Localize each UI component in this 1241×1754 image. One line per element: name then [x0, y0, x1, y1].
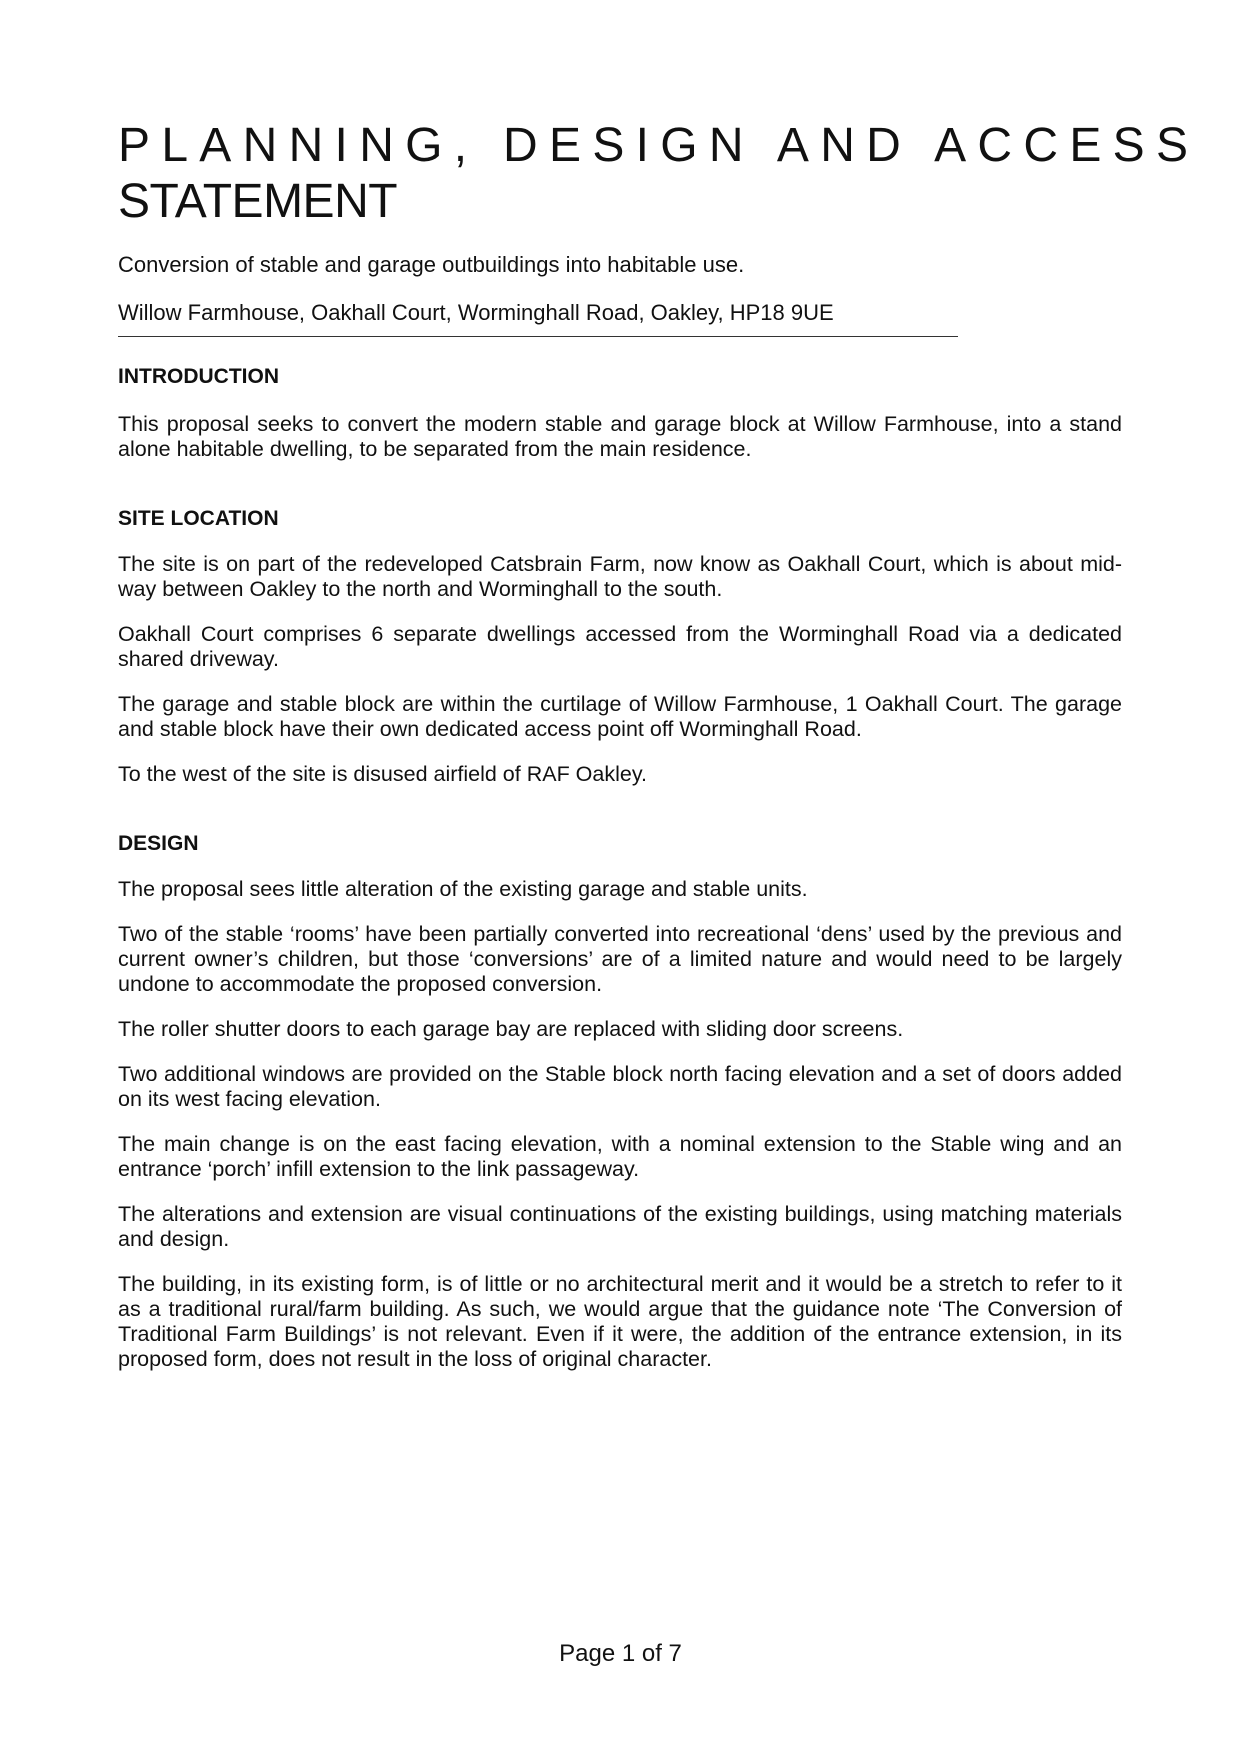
divider-rule [118, 336, 958, 337]
paragraph: The roller shutter doors to each garage bay are replaced with sliding door screens. [118, 1017, 904, 1041]
document-page [118, 118, 1200, 1372]
section-heading-site-location: SITE LOCATION [118, 507, 279, 530]
document-subtitle: Conversion of stable and garage outbuildings into habitable use. [118, 252, 745, 277]
paragraph: This proposal seeks to convert the modern stable and garage block at Willow Farmhouse, into a stand alone habitable dwelling, to be separated from the main residence. [118, 412, 1122, 461]
paragraph: The alterations and extension are visual continuations of the existing buildings, using matching materials and design. [118, 1202, 1122, 1251]
document-title [118, 118, 1200, 230]
title-line-2: STATEMENT [118, 175, 398, 228]
section-heading-introduction: INTRODUCTION [118, 365, 279, 388]
paragraph: The site is on part of the redeveloped Catsbrain Farm, now know as Oakhall Court, which is about mid-way between Oakley to the north and Worminghall to the south. [118, 552, 1122, 601]
section-heading-design: DESIGN [118, 832, 199, 855]
paragraph: The garage and stable block are within the curtilage of Willow Farmhouse, 1 Oakhall Court. The garage and stable block have their own dedicated access point off Worminghall Road. [118, 692, 1122, 741]
paragraph: The proposal sees little alteration of the existing garage and stable units. [118, 877, 808, 901]
paragraph: Two of the stable ‘rooms’ have been partially converted into recreational ‘dens’ used by the previous and current owner’s children, but those ‘conversions’ are of a limited nature and would need to be largely undone to accommodate the proposed conversion. [118, 922, 1122, 996]
paragraph: The building, in its existing form, is of little or no architectural merit and it would be a stretch to refer to it as a traditional rural/farm building. As such, we would argue that the guidance note ‘The Conversion of Traditional Farm Buildings’ is not relevant. Even if it were, the addition of the entrance extension, in its proposed form, does not result in the loss of original character. [118, 1272, 1122, 1371]
paragraph: Two additional windows are provided on the Stable block north facing elevation and a set of doors added on its west facing elevation. [118, 1062, 1122, 1111]
page-number: Page 1 of 7 [559, 1640, 682, 1667]
title-line-1: PLANNING, DESIGN AND ACCESS [118, 119, 1200, 172]
site-address: Willow Farmhouse, Oakhall Court, Worminghall Road, Oakley, HP18 9UE [118, 300, 834, 325]
paragraph: To the west of the site is disused airfield of RAF Oakley. [118, 762, 647, 786]
paragraph: Oakhall Court comprises 6 separate dwellings accessed from the Worminghall Road via a dedicated shared driveway. [118, 622, 1122, 671]
paragraph: The main change is on the east facing elevation, with a nominal extension to the Stable wing and an entrance ‘porch’ infill extension to the link passageway. [118, 1132, 1122, 1181]
